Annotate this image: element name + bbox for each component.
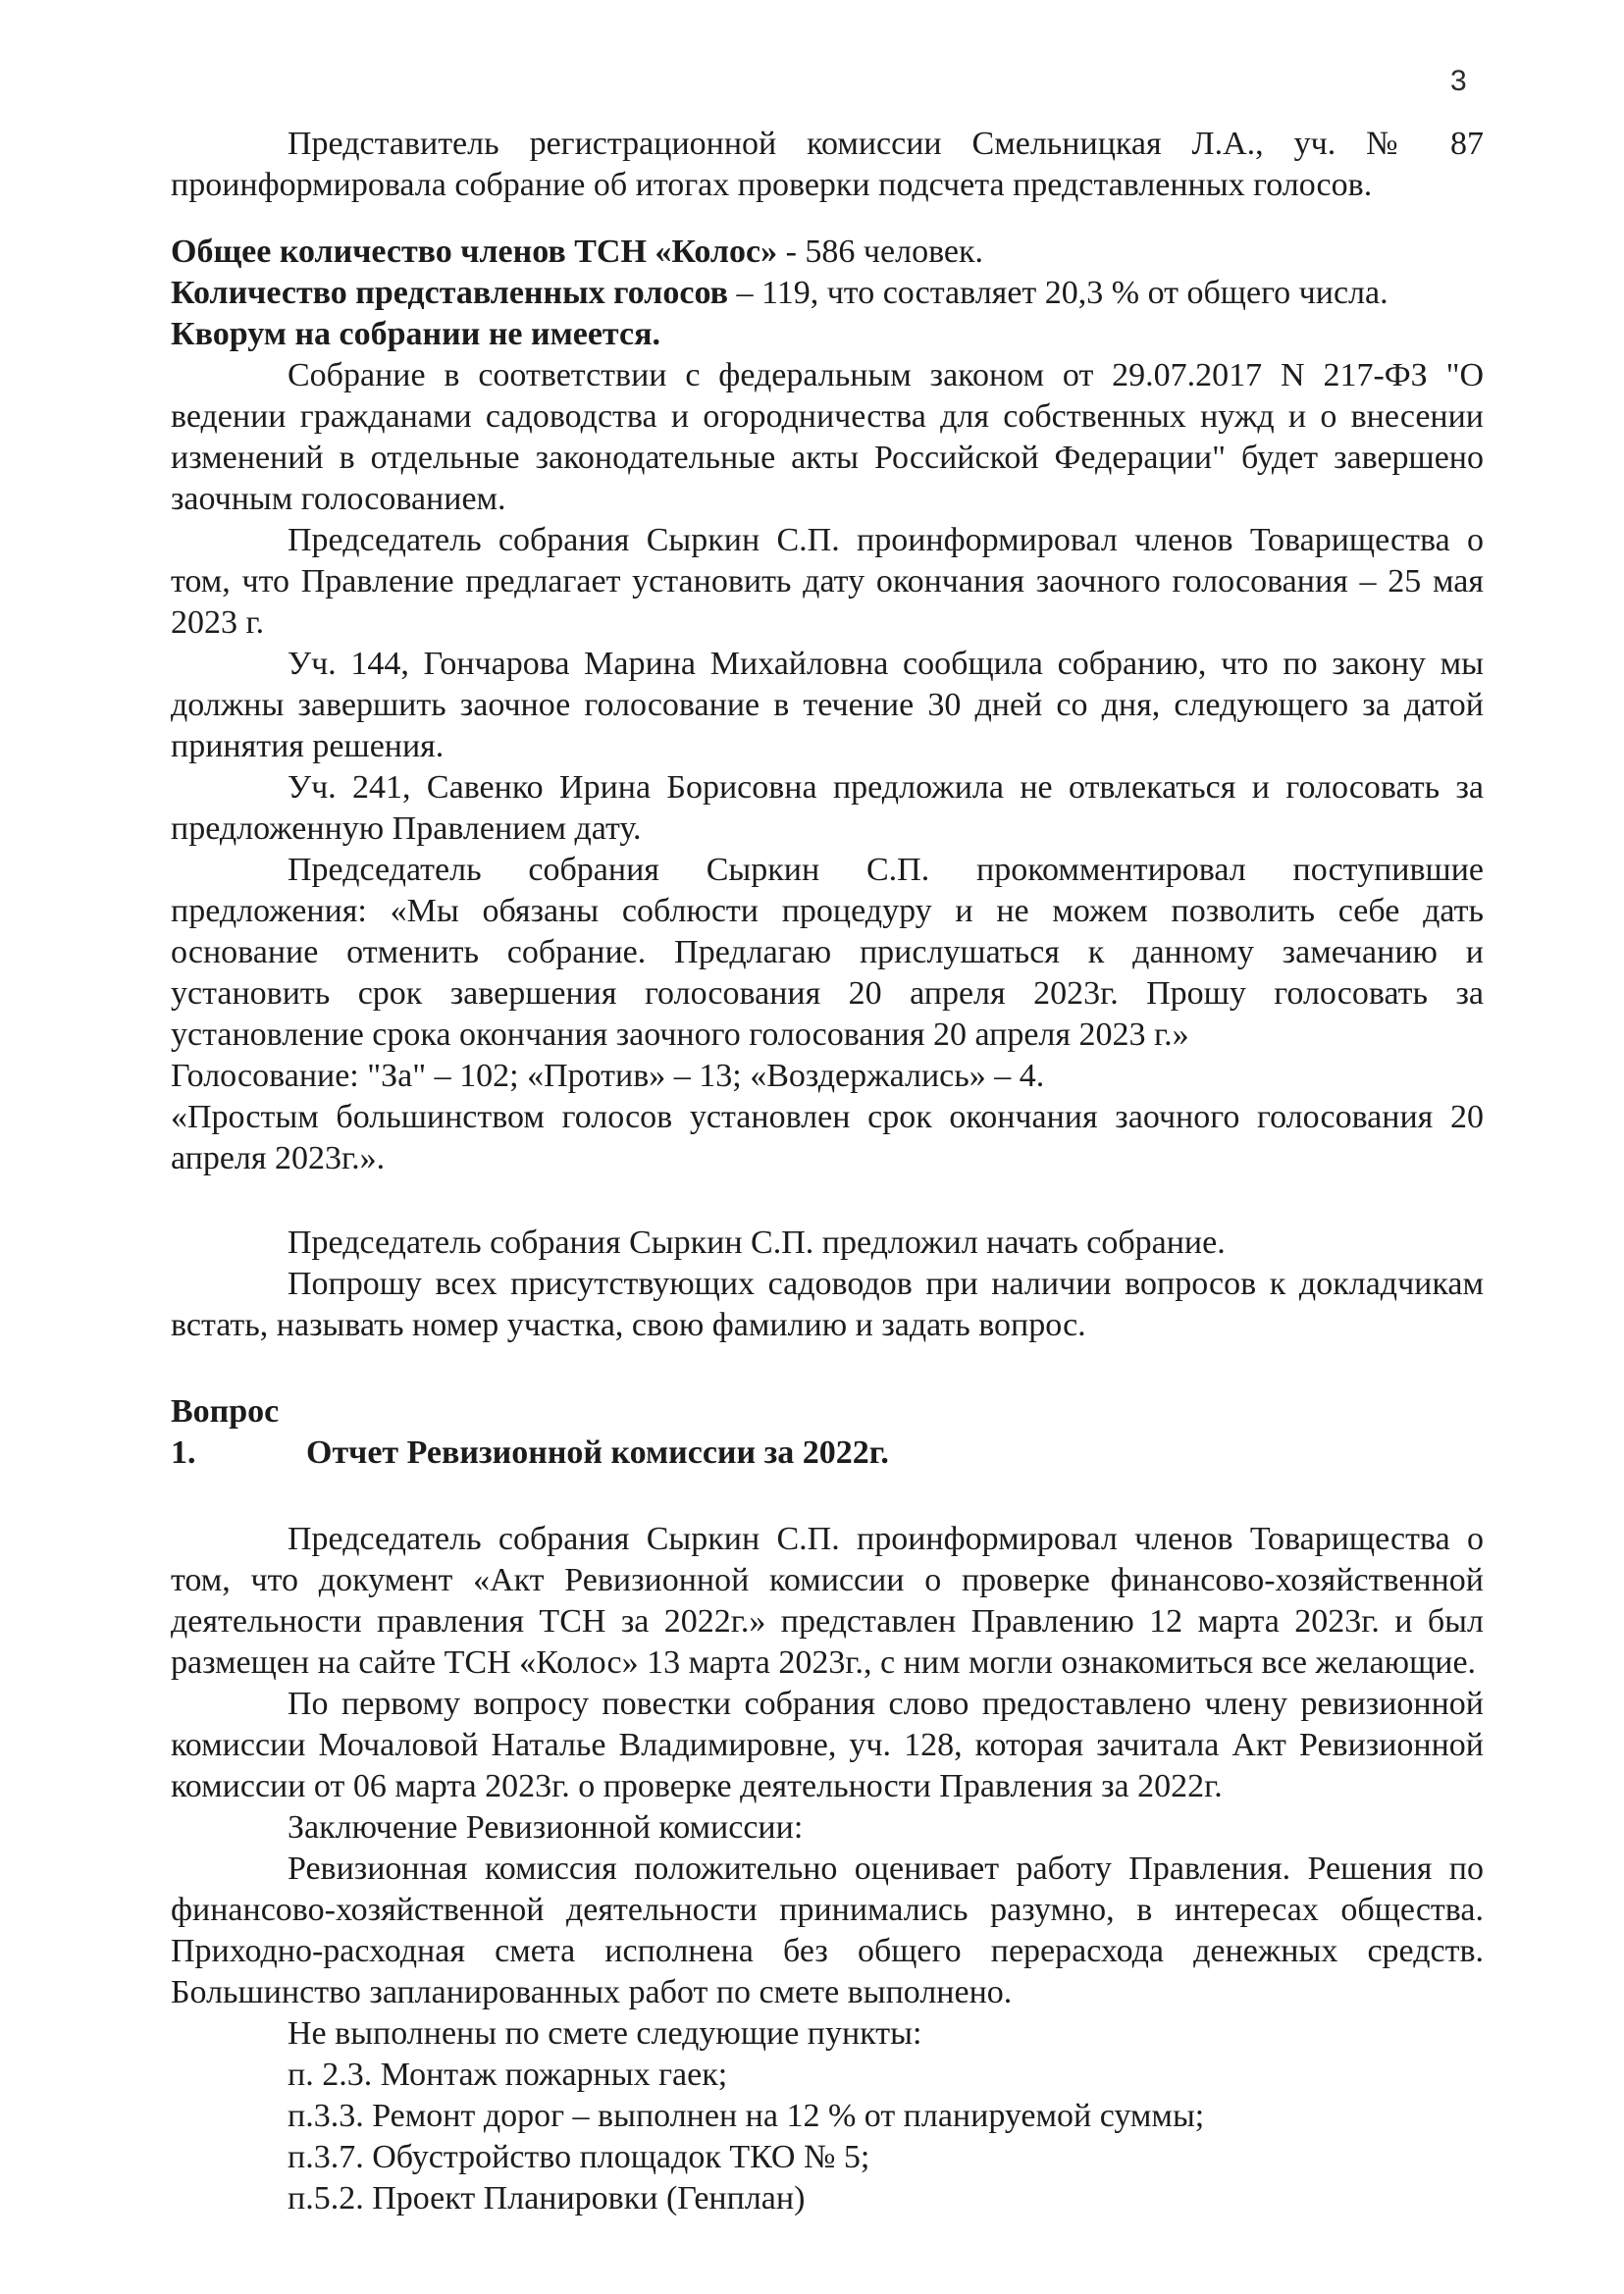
question-1-heading — [171, 1391, 1484, 1474]
list-item: п.3.3. Ремонт дорог – выполнен на 12 % от планируемой суммы; — [288, 2098, 1205, 2134]
paragraph-chair-comment: Председатель собрания Сыркин С.П. прокомментировал поступившие предложения: «Мы обязаны соблюсти процедуру и не можем позволить себе дать основание отменить собрание. Предлагаю прислушаться к данному замечанию и установить срок завершения голосования 20 апреля 2023г. Прошу голосовать за установление срока окончания заочного голосования 20 апреля 2023 г.» — [171, 852, 1484, 1053]
votes-count-value: – 119, что составляет 20,3 % от общего числа. — [727, 275, 1388, 311]
spacer — [171, 1474, 1484, 1519]
page-number: 3 — [1450, 65, 1467, 97]
paragraph-q1-not-done-heading: Не выполнены по смете следующие пункты: — [288, 2015, 922, 2052]
members-count-label: Общее количество членов ТСН «Колос» — [171, 234, 778, 270]
members-count-value: - 586 человек. — [777, 234, 984, 270]
paragraph-q1-conclusion-heading: Заключение Ревизионной комиссии: — [288, 1809, 804, 1846]
paragraph-registration: Представитель регистрационной комиссии Смельницкая Л.А., уч. № 87 проинформировала собрание об итогах проверки подсчета представленных голосов. — [171, 126, 1484, 203]
spacer — [171, 206, 1484, 232]
vote-decision-line: «Простым большинством голосов установлен срок окончания заочного голосования 20 апреля 2023г.». — [171, 1099, 1484, 1176]
list-item: п. 2.3. Монтаж пожарных гаек; — [288, 2057, 728, 2093]
paragraph-chair-proposal: Председатель собрания Сыркин С.П. проинформировал членов Товарищества о том, что Правление предлагает установить дату окончания заочного голосования – 25 мая 2023 г. — [171, 522, 1484, 641]
paragraph-savenko: Уч. 241, Савенко Ирина Борисовна предложила не отвлекаться и голосовать за предложенную Правлением дату. — [171, 769, 1484, 847]
paragraph-q1-speaker: По первому вопросу повестки собрания слово предоставлено члену ревизионной комиссии Мочаловой Наталье Владимировне, уч. 128, которая зачитала Акт Ревизионной комиссии от 06 марта 2023г. о проверке деятельности Правления за 2022г. — [171, 1686, 1484, 1804]
list-item: п.3.7. Обустройство площадок ТКО № 5; — [288, 2139, 870, 2175]
question-1-number: Вопрос 1. — [171, 1393, 280, 1471]
vote-results-line: Голосование: "За" – 102; «Против» – 13; «Воздержались» – 4. — [171, 1058, 1045, 1094]
paragraph-goncharova: Уч. 144, Гончарова Марина Михайловна сообщила собранию, что по закону мы должны завершить заочное голосование в течение 30 дней со дня, следующего за датой принятия решения. — [171, 646, 1484, 764]
paragraph-q1-document-info: Председатель собрания Сыркин С.П. проинформировал членов Товарищества о том, что документ «Акт Ревизионной комиссии о проверке финансово-хозяйственной деятельности правления ТСН за 2022г.» представлен Правлению 12 марта 2023г. и был размещен на сайте ТСН «Колос» 13 марта 2023г., с ним могли ознакомиться все желающие. — [171, 1521, 1484, 1681]
members-count-line — [171, 232, 1484, 273]
spacer — [171, 1346, 1484, 1391]
votes-count-line — [171, 273, 1484, 314]
spacer — [171, 1179, 1484, 1223]
document-body — [171, 124, 1484, 2219]
paragraph-questions-request: Попрошу всех присутствующих садоводов при наличии вопросов к докладчикам встать, называть номер участка, свою фамилию и задать вопрос. — [171, 1266, 1484, 1343]
quorum-line: Кворум на собрании не имеется. — [171, 316, 661, 352]
question-1-title: Отчет Ревизионной комиссии за 2022г. — [306, 1434, 889, 1471]
paragraph-federal-law: Собрание в соответствии с федеральным законом от 29.07.2017 N 217-ФЗ "О ведении гражданами садоводства и огородничества для собственных нужд и о внесении изменений в отдельные законодательные акты Российской Федерации" будет завершено заочным голосованием. — [171, 357, 1484, 517]
list-item: п.5.2. Проект Планировки (Генплан) — [288, 2180, 806, 2216]
paragraph-q1-conclusion: Ревизионная комиссия положительно оценивает работу Правления. Решения по финансово-хозяйственной деятельности принимались разумно, в интересах общества. Приходно-расходная смета исполнена без общего перерасхода денежных средств. Большинство запланированных работ по смете выполнено. — [171, 1851, 1484, 2010]
votes-count-label: Количество представленных голосов — [171, 275, 728, 311]
paragraph-start-meeting: Председатель собрания Сыркин С.П. предложил начать собрание. — [288, 1225, 1226, 1261]
